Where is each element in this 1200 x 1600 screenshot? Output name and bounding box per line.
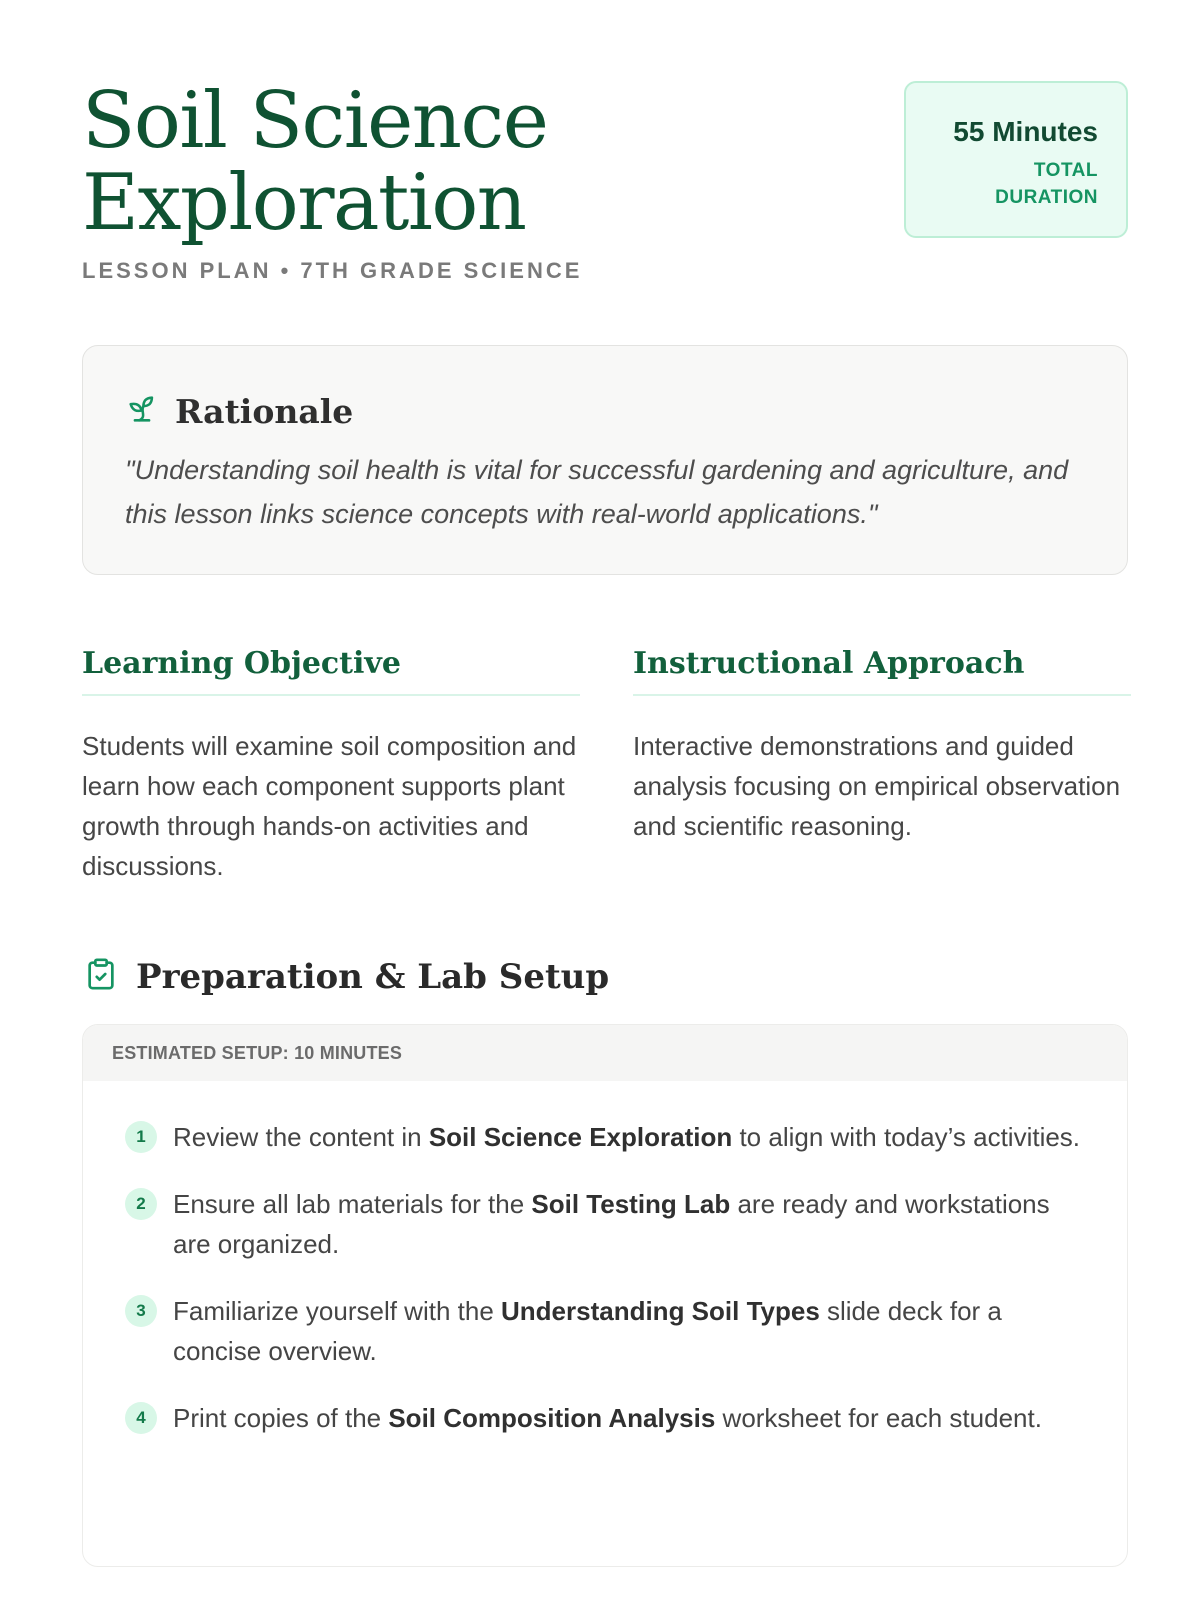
preparation-header xyxy=(84,955,609,998)
rationale-card xyxy=(82,345,1128,575)
step-text xyxy=(173,1291,1087,1371)
duration-label-line1: TOTAL xyxy=(1033,160,1098,181)
step-text-prefix: Print copies of the xyxy=(173,1403,389,1433)
step-text-suffix: to align with today’s activities. xyxy=(732,1122,1081,1152)
step-number: 3 xyxy=(125,1295,157,1327)
step-text-highlight: Soil Testing Lab xyxy=(531,1189,731,1219)
instructional-approach-text: Interactive demonstrations and guided analysis focusing on empirical observation and scientific reasoning. xyxy=(633,731,1121,841)
step-text-prefix: Review the content in xyxy=(173,1122,429,1152)
page-title-line1: Soil Science xyxy=(82,76,548,166)
sprout-icon xyxy=(125,391,175,432)
step-text-suffix: worksheet for each student. xyxy=(715,1403,1042,1433)
learning-objective-section xyxy=(82,646,580,886)
rationale-quote: "Understanding soil health is vital for successful gardening and agriculture, and this lesson links science concepts with real-world applications." xyxy=(125,455,1069,529)
preparation-card xyxy=(82,1024,1128,1567)
step-text xyxy=(173,1398,1042,1438)
rationale-title: Rationale xyxy=(175,391,354,431)
duration-label xyxy=(906,157,1098,211)
preparation-title: Preparation & Lab Setup xyxy=(136,956,610,997)
header xyxy=(82,76,682,284)
preparation-step xyxy=(125,1398,1087,1438)
step-number: 4 xyxy=(125,1402,157,1434)
step-text-highlight: Soil Science Exploration xyxy=(428,1122,733,1152)
page-title-line2: Exploration xyxy=(82,158,526,248)
setup-time-label: ESTIMATED SETUP: 10 MINUTES xyxy=(83,1025,1127,1081)
preparation-steps xyxy=(83,1081,1127,1438)
step-number: 2 xyxy=(125,1188,157,1220)
step-text xyxy=(173,1184,1087,1264)
step-text-suffix: slide deck for a concise overview. xyxy=(173,1296,1002,1366)
step-text-prefix: Familiarize yourself with the xyxy=(173,1296,501,1326)
instructional-approach-title: Instructional Approach xyxy=(633,646,1131,696)
learning-objective-text: Students will examine soil composition and learn how each component supports plant growth through hands-on activities and discussions. xyxy=(82,731,577,881)
step-text-prefix: Ensure all lab materials for the xyxy=(173,1189,532,1219)
rationale-header xyxy=(125,390,1087,432)
instructional-approach-section xyxy=(633,646,1131,846)
learning-objective-title: Learning Objective xyxy=(82,646,580,696)
step-text xyxy=(173,1117,1080,1157)
step-text-highlight: Soil Composition Analysis xyxy=(388,1403,716,1433)
page-title xyxy=(82,76,682,248)
preparation-step xyxy=(125,1117,1087,1157)
step-text-highlight: Understanding Soil Types xyxy=(501,1296,820,1326)
duration-value: 55 Minutes xyxy=(953,116,1098,147)
clipboard-check-icon xyxy=(84,955,136,998)
page-subtitle: LESSON PLAN • 7TH GRADE SCIENCE xyxy=(82,258,583,283)
duration-label-line2: DURATION xyxy=(995,187,1098,208)
duration-badge xyxy=(904,81,1128,238)
step-text-suffix: are ready and workstations are organized. xyxy=(173,1189,1050,1259)
step-number: 1 xyxy=(125,1121,157,1153)
preparation-step xyxy=(125,1184,1087,1264)
preparation-step xyxy=(125,1291,1087,1371)
